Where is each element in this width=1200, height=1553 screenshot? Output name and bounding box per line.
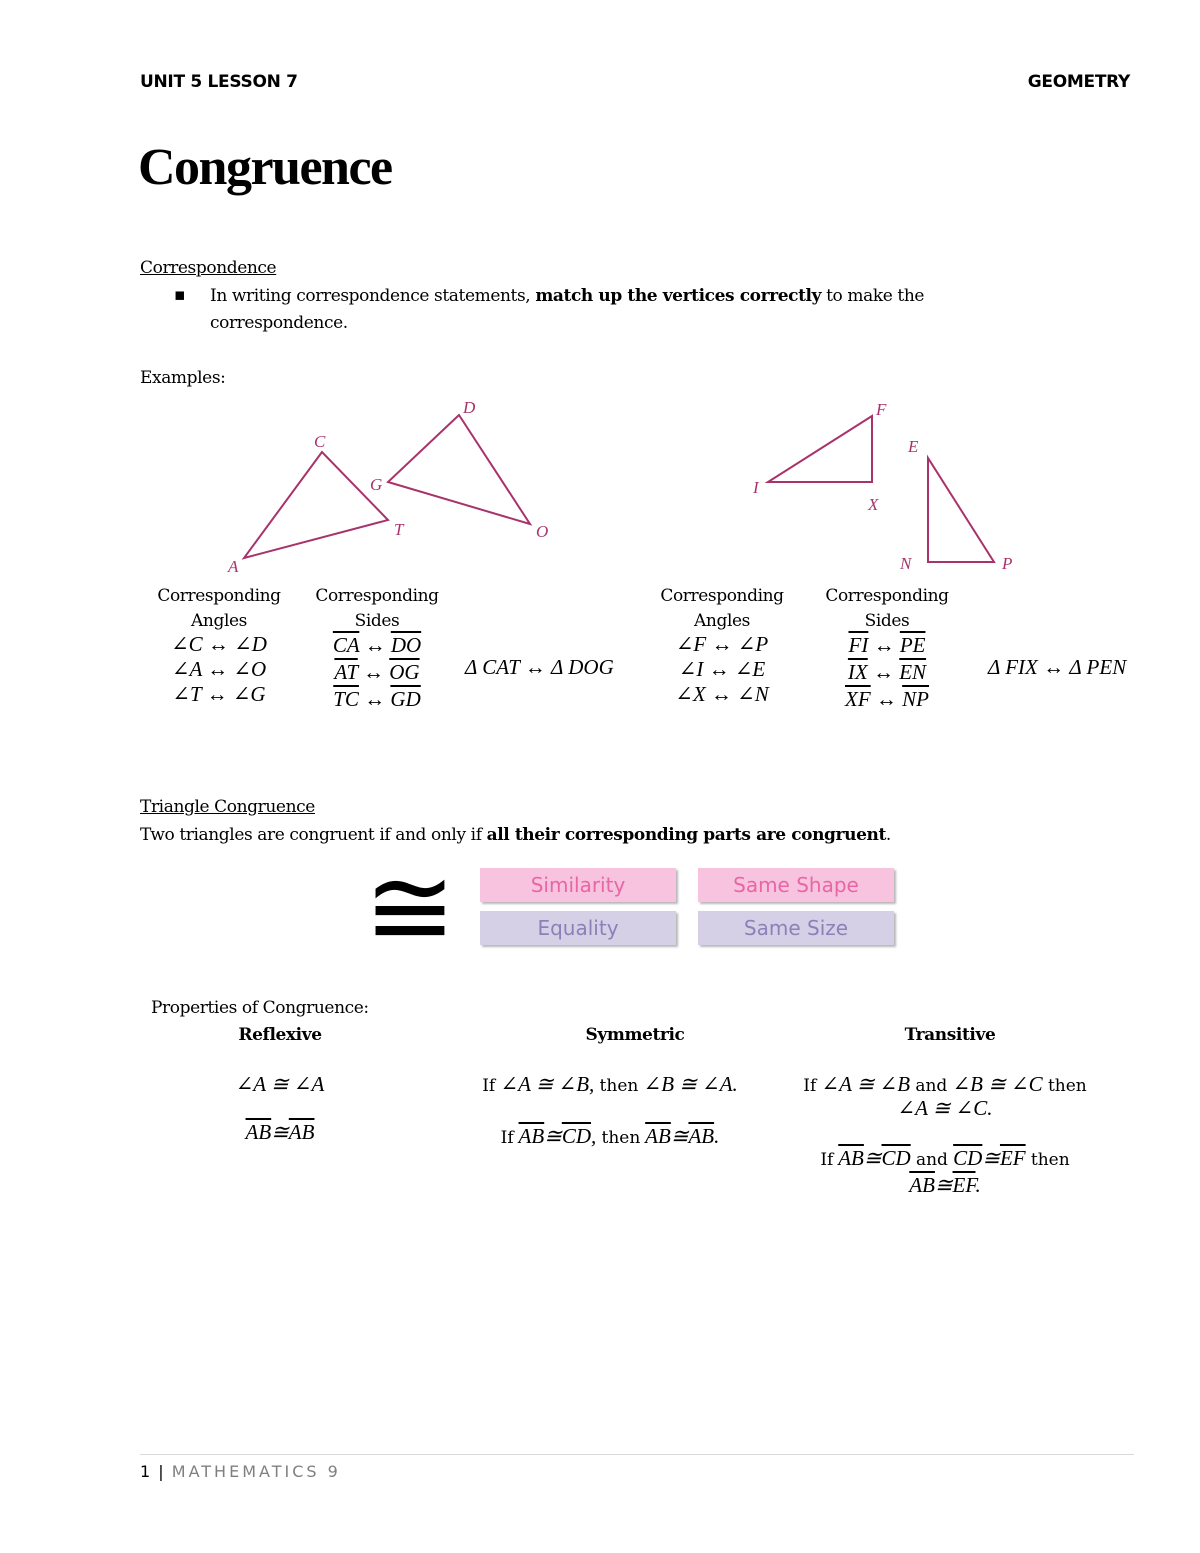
ex1-triangle-statement: Δ CAT ↔ Δ DOG bbox=[465, 655, 614, 679]
reflexive-segment: $\overline{AB}≅\overline{AB}$ bbox=[245, 1120, 315, 1144]
definition-post: . bbox=[885, 825, 891, 845]
footer-separator: | bbox=[158, 1462, 164, 1481]
ex1-side-row: $\overline{AT}$ ↔ $\overline{OG}$ bbox=[334, 660, 420, 684]
transitive-segment-line1: If $\overline{AB}≅\overline{CD}$ and $\overline{CD}≅\overline{EF}$ then bbox=[820, 1146, 1070, 1170]
vertex-label-d: D bbox=[463, 398, 476, 417]
triangle-pen bbox=[928, 458, 994, 562]
ex1-angles-heading-2: Angles bbox=[191, 611, 247, 631]
correspondence-bullet-line2: correspondence. bbox=[210, 313, 348, 333]
definition-pre: Two triangles are congruent if and only if bbox=[140, 825, 487, 845]
ex2-sides-heading-1: Corresponding bbox=[825, 586, 949, 606]
vertex-label-p: P bbox=[1002, 554, 1013, 573]
ex1-sides-heading-1: Corresponding bbox=[315, 586, 439, 606]
ex2-angles-column bbox=[643, 584, 801, 634]
vertex-label-i: I bbox=[753, 478, 759, 497]
header-unit-lesson: UNIT 5 LESSON 7 bbox=[140, 72, 298, 92]
ex1-angle-row: ∠T ↔ ∠G bbox=[172, 682, 266, 706]
ex1-angles-column bbox=[140, 584, 298, 634]
vertex-label-g: G bbox=[370, 475, 383, 494]
ex2-sides-column bbox=[810, 584, 964, 634]
bullet-marker: ▪ bbox=[174, 285, 186, 305]
header-subject: GEOMETRY bbox=[1027, 72, 1130, 92]
symmetric-heading: Symmetric bbox=[585, 1025, 685, 1045]
triangle-fix bbox=[768, 416, 872, 482]
ex1-side-row: $\overline{CA}$ ↔ $\overline{DO}$ bbox=[332, 633, 422, 657]
ex1-angles-list bbox=[140, 632, 298, 707]
examples-label: Examples: bbox=[140, 368, 226, 388]
transitive-segment-line2: $\overline{AB}≅\overline{EF}$. bbox=[909, 1173, 981, 1197]
reflexive-angle: ∠A ≅ ∠A bbox=[235, 1072, 325, 1096]
vertex-label-c: C bbox=[314, 432, 326, 451]
tag-equality: Equality bbox=[480, 911, 676, 945]
vertex-label-n: N bbox=[900, 554, 912, 573]
ex2-side-row: $\overline{FI}$ ↔ $\overline{PE}$ bbox=[848, 633, 926, 657]
ex2-angle-row: ∠F ↔ ∠P bbox=[675, 632, 769, 656]
footer-divider bbox=[140, 1454, 1134, 1455]
transitive-angle-line2: ∠A ≅ ∠C. bbox=[897, 1096, 993, 1120]
symmetric-angle: If ∠A ≅ ∠B, then ∠B ≅ ∠A. bbox=[482, 1072, 738, 1096]
symmetric-segment: If $\overline{AB}≅\overline{CD}$, then $\overline{AB}≅\overline{AB}$. bbox=[500, 1124, 720, 1148]
transitive-heading: Transitive bbox=[904, 1025, 996, 1045]
triangle-congruence-definition bbox=[140, 825, 891, 845]
tag-same-size: Same Size bbox=[698, 911, 894, 945]
triangles-figure bbox=[0, 390, 1200, 580]
correspondence-heading: Correspondence bbox=[140, 258, 277, 278]
reflexive-heading: Reflexive bbox=[238, 1025, 322, 1045]
ex2-sides-list bbox=[810, 632, 964, 713]
ex1-sides-column bbox=[300, 584, 454, 634]
bullet-text-pre: In writing correspondence statements, bbox=[210, 286, 536, 306]
ex2-angles-list bbox=[643, 632, 801, 707]
tag-similarity: Similarity bbox=[480, 868, 676, 902]
ex2-angles-heading-2: Angles bbox=[694, 611, 750, 631]
ex1-sides-heading-2: Sides bbox=[354, 611, 400, 631]
vertex-label-a: A bbox=[228, 557, 239, 576]
ex1-angles-heading-1: Corresponding bbox=[157, 586, 281, 606]
footer-page-number: 1 bbox=[140, 1462, 151, 1481]
triangle-cat bbox=[244, 452, 388, 558]
footer-subject: MATHEMATICS 9 bbox=[171, 1462, 341, 1481]
ex2-angle-row: ∠X ↔ ∠N bbox=[675, 682, 769, 706]
transitive-angle-line1: If ∠A ≅ ∠B and ∠B ≅ ∠C then bbox=[803, 1072, 1087, 1096]
ex2-angles-heading-1: Corresponding bbox=[660, 586, 784, 606]
ex2-side-row: $\overline{IX}$ ↔ $\overline{EN}$ bbox=[847, 660, 927, 684]
ex1-angle-row: ∠A ↔ ∠O bbox=[171, 657, 267, 681]
vertex-label-t: T bbox=[394, 520, 404, 539]
properties-label: Properties of Congruence: bbox=[151, 998, 369, 1018]
ex1-side-row: $\overline{TC}$ ↔ $\overline{GD}$ bbox=[333, 687, 421, 711]
congruence-symbol: ≅ bbox=[363, 843, 457, 971]
triangle-congruence-heading: Triangle Congruence bbox=[140, 797, 315, 817]
ex1-angle-row: ∠C ↔ ∠D bbox=[171, 632, 267, 656]
ex1-sides-list bbox=[300, 632, 454, 713]
correspondence-bullet bbox=[210, 286, 924, 306]
ex2-triangle-statement: Δ FIX ↔ Δ PEN bbox=[988, 655, 1127, 679]
page-title: Congruence bbox=[138, 139, 392, 196]
tag-same-shape: Same Shape bbox=[698, 868, 894, 902]
triangle-dog bbox=[388, 415, 530, 524]
bullet-text-bold: match up the vertices correctly bbox=[535, 286, 822, 306]
ex2-angle-row: ∠I ↔ ∠E bbox=[678, 657, 766, 681]
bullet-text-post: to make the bbox=[821, 286, 925, 306]
definition-bold: all their corresponding parts are congruent bbox=[486, 825, 886, 845]
vertex-label-f: F bbox=[876, 400, 887, 419]
vertex-label-e: E bbox=[908, 437, 919, 456]
vertex-label-o: O bbox=[536, 522, 549, 541]
ex2-side-row: $\overline{XF}$ ↔ $\overline{NP}$ bbox=[845, 687, 929, 711]
ex2-sides-heading-2: Sides bbox=[864, 611, 910, 631]
footer bbox=[140, 1462, 341, 1481]
vertex-label-x: X bbox=[868, 495, 879, 514]
